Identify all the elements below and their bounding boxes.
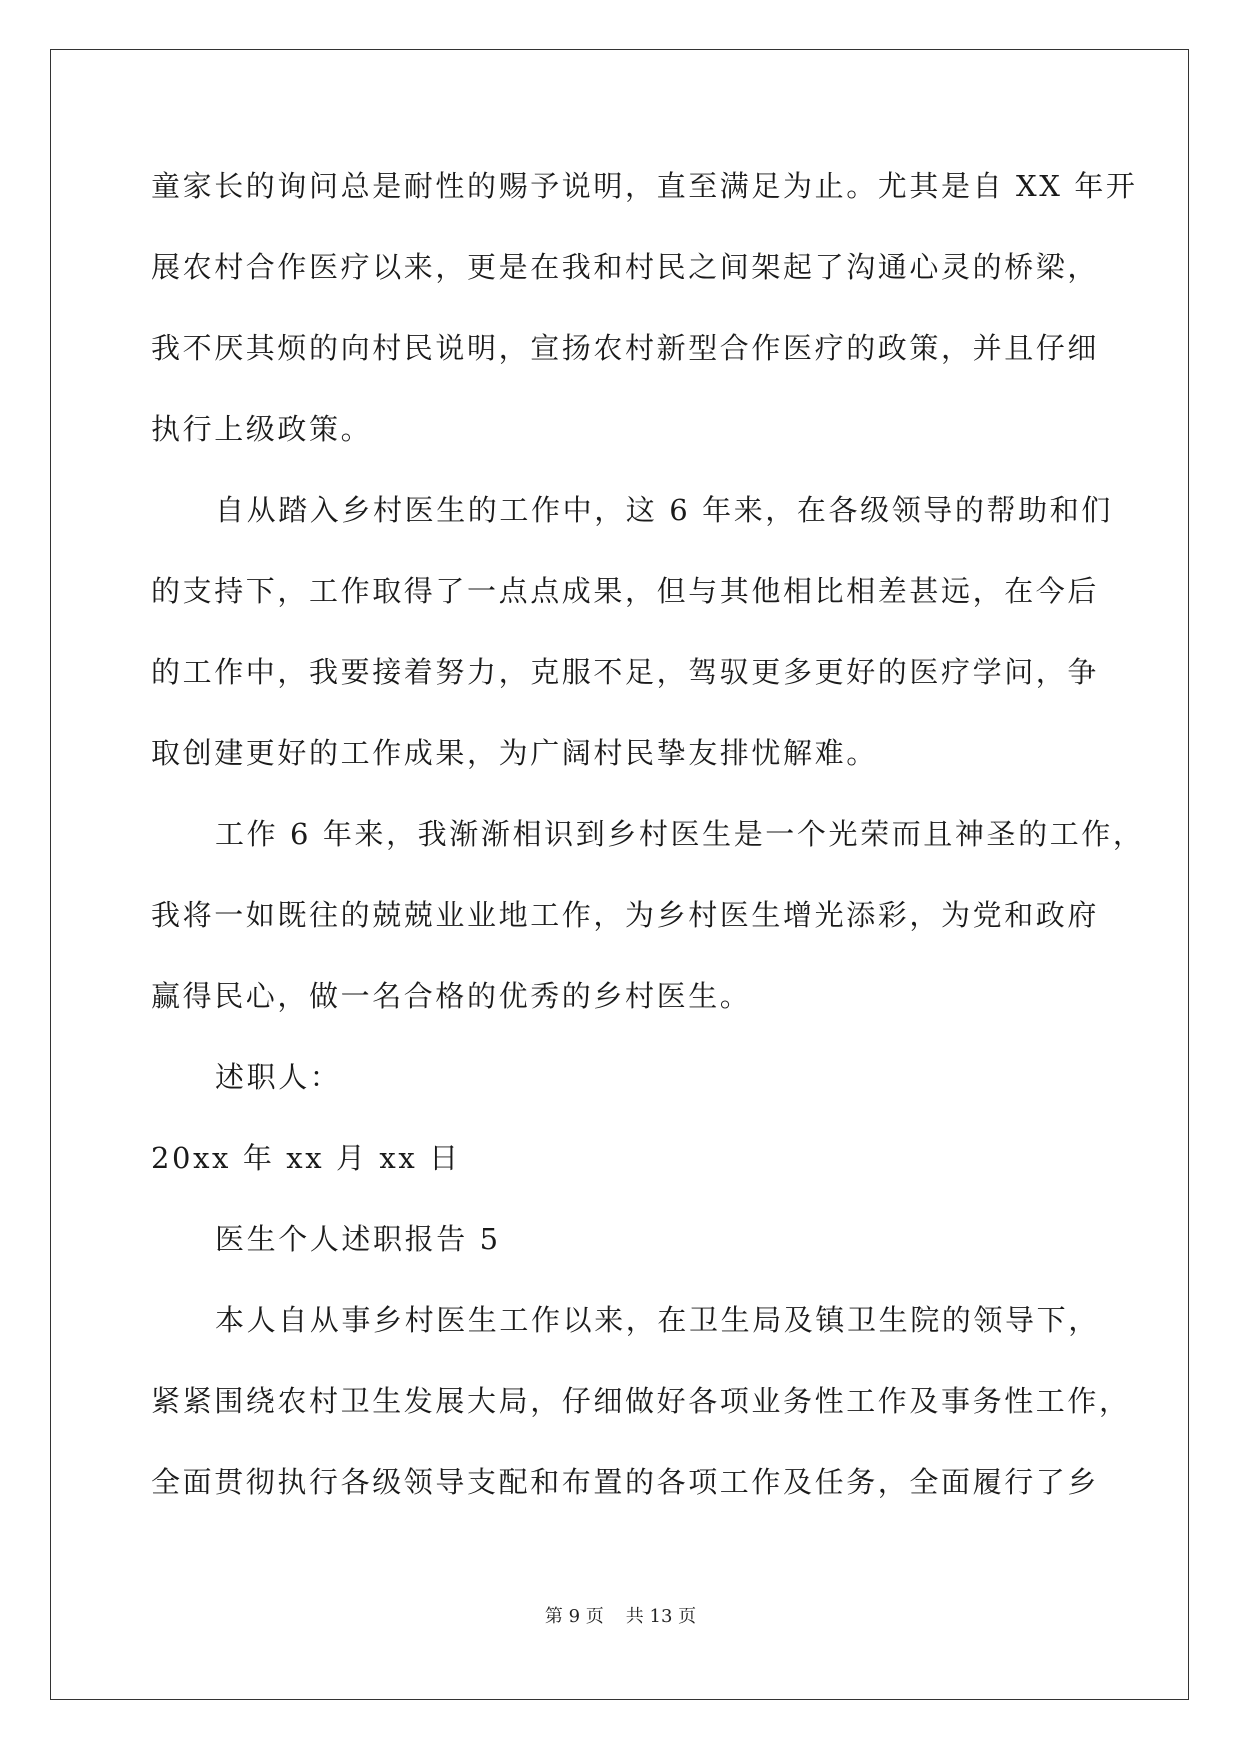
paragraph-start-line: 工作 6 年来，我渐渐相识到乡村医生是一个光荣而且神圣的工作， (215, 817, 1145, 851)
page-footer (0, 1602, 1241, 1628)
page-number: 第 9 页 (544, 1606, 604, 1627)
body-line: 全面贯彻执行各级领导支配和布置的各项工作及任务，全面履行了乡 (151, 1465, 1100, 1499)
body-line: 执行上级政策。 (151, 412, 373, 446)
page-total: 共 13 页 (625, 1606, 697, 1627)
body-line: 的工作中，我要接着努力，克服不足，驾驭更多更好的医疗学问，争 (151, 655, 1100, 689)
paragraph-start-line: 本人自从事乡村医生工作以来，在卫生局及镇卫生院的领导下， (215, 1303, 1100, 1337)
body-line: 紧紧围绕农村卫生发展大局，仔细做好各项业务性工作及事务性工作， (151, 1384, 1131, 1418)
body-line: 的支持下，工作取得了一点点成果，但与其他相比相差甚远，在今后 (151, 574, 1100, 608)
paragraph-start-line: 自从踏入乡村医生的工作中，这 6 年来，在各级领导的帮助和们 (215, 493, 1113, 527)
body-line: 我将一如既往的兢兢业业地工作，为乡村医生增光添彩，为党和政府 (151, 898, 1100, 932)
body-line: 赢得民心，做一名合格的优秀的乡村医生。 (151, 979, 752, 1013)
signature-label: 述职人： (215, 1060, 342, 1094)
page-border (50, 49, 1189, 1700)
body-line: 我不厌其烦的向村民说明，宣扬农村新型合作医疗的政策，并且仔细 (151, 331, 1100, 365)
date-line: 20xx 年 xx 月 xx 日 (151, 1141, 461, 1175)
body-line: 展农村合作医疗以来，更是在我和村民之间架起了沟通心灵的桥梁， (151, 250, 1100, 284)
body-line: 童家长的询问总是耐性的赐予说明，直至满足为止。尤其是自 XX 年开 (151, 169, 1138, 203)
section-title: 医生个人述职报告 5 (215, 1222, 501, 1256)
body-line: 取创建更好的工作成果，为广阔村民挚友排忧解难。 (151, 736, 878, 770)
